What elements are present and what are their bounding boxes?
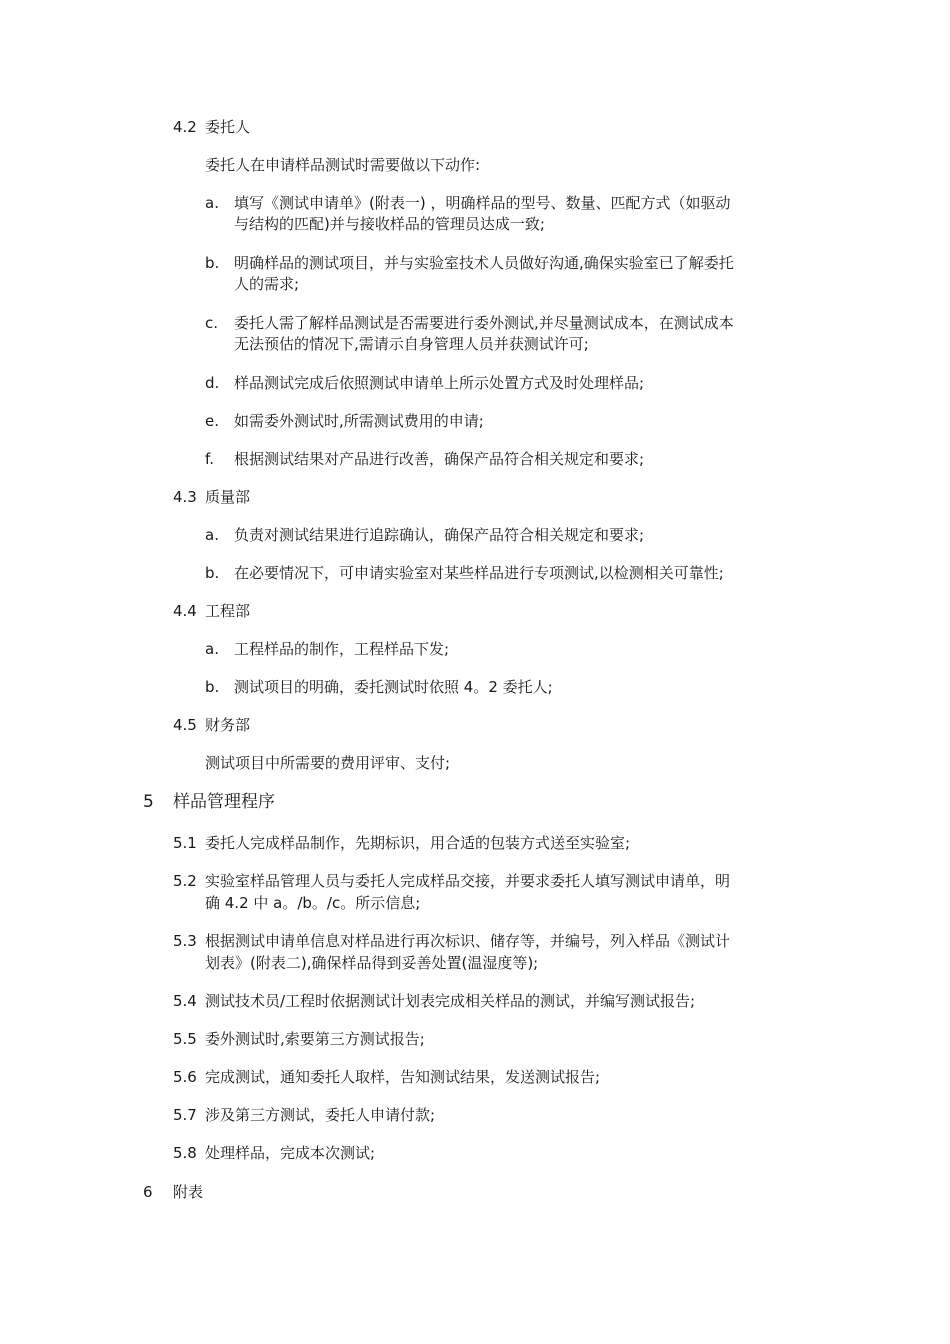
item-letter: e. [205, 412, 219, 430]
section-6-number: 6 [143, 1183, 153, 1201]
item-text-line: 工程样品的制作，工程样品下发; [234, 640, 450, 658]
item-letter: b. [205, 254, 220, 272]
section-5-number: 5 [143, 792, 154, 812]
section-6-title: 附表 [173, 1183, 204, 1201]
item-text-line: 委托人需了解样品测试是否需要进行委外测试,并尽量测试成本，在测试成本 [234, 314, 734, 332]
section-4-5-text: 测试项目中所需要的费用评审、支付; [205, 754, 451, 772]
item-letter: b. [205, 678, 220, 696]
item-letter: a. [205, 194, 219, 212]
item-text-line: 人的需求; [234, 275, 300, 293]
step-number: 5.2 [173, 872, 197, 890]
item-text-line: 明确样品的测试项目，并与实验室技术人员做好沟通,确保实验室已了解委托 [234, 254, 734, 272]
item-text-line: 在必要情况下，可申请实验室对某些样品进行专项测试,以检测相关可靠性; [234, 564, 724, 582]
section-4-5-title: 财务部 [205, 716, 251, 734]
item-letter: b. [205, 564, 220, 582]
section-5-title: 样品管理程序 [173, 792, 275, 812]
section-4-2-title: 委托人 [205, 118, 251, 136]
step-text-line: 处理样品，完成本次测试; [205, 1144, 376, 1162]
section-4-4-title: 工程部 [205, 602, 251, 620]
step-number: 5.4 [173, 992, 197, 1010]
step-number: 5.5 [173, 1030, 197, 1048]
section-4-2-intro: 委托人在申请样品测试时需要做以下动作: [205, 156, 481, 174]
item-text-line: 测试项目的明确，委托测试时依照 4。2 委托人; [234, 678, 553, 696]
item-text-line: 负责对测试结果进行追踪确认，确保产品符合相关规定和要求; [234, 526, 645, 544]
step-text-line: 涉及第三方测试，委托人申请付款; [205, 1106, 436, 1124]
step-text-line: 完成测试，通知委托人取样，告知测试结果，发送测试报告; [205, 1068, 601, 1086]
item-letter: a. [205, 640, 219, 658]
section-4-3-title: 质量部 [205, 488, 251, 506]
item-text-line: 无法预估的情况下,需请示自身管理人员并获测试许可; [234, 335, 589, 353]
item-letter: f. [205, 450, 214, 468]
item-letter: d. [205, 374, 220, 392]
item-text-line: 填写《测试申请单》(附表一) ，明确样品的型号、数量、匹配方式（如驱动 [234, 194, 731, 212]
step-text-line: 测试技术员/工程时依据测试计划表完成相关样品的测试，并编写测试报告; [205, 992, 696, 1010]
step-number: 5.7 [173, 1106, 197, 1124]
step-number: 5.3 [173, 932, 197, 950]
section-4-5-number: 4.5 [173, 716, 197, 734]
item-text-line: 与结构的匹配)并与接收样品的管理员达成一致; [234, 215, 545, 233]
item-text-line: 样品测试完成后依照测试申请单上所示处置方式及时处理样品; [234, 374, 645, 392]
step-number: 5.1 [173, 834, 197, 852]
step-text-line: 委外测试时,索要第三方测试报告; [205, 1030, 425, 1048]
step-text-line: 委托人完成样品制作，先期标识，用合适的包装方式送至实验室; [205, 834, 631, 852]
section-4-4-number: 4.4 [173, 602, 197, 620]
step-number: 5.6 [173, 1068, 197, 1086]
item-text-line: 根据测试结果对产品进行改善，确保产品符合相关规定和要求; [234, 450, 645, 468]
step-number: 5.8 [173, 1144, 197, 1162]
section-4-3-number: 4.3 [173, 488, 197, 506]
step-text-line: 根据测试申请单信息对样品进行再次标识、储存等，并编号，列入样品《测试计 [205, 932, 731, 950]
item-text-line: 如需委外测试时,所需测试费用的申请; [234, 412, 484, 430]
item-letter: a. [205, 526, 219, 544]
step-text-line: 确 4.2 中 a。/b。/c。所示信息; [205, 894, 421, 912]
section-4-2-number: 4.2 [173, 118, 197, 136]
step-text-line: 划表》(附表二),确保样品得到妥善处置(温湿度等); [205, 954, 539, 972]
item-letter: c. [205, 314, 219, 332]
step-text-line: 实验室样品管理人员与委托人完成样品交接，并要求委托人填写测试申请单，明 [205, 872, 731, 890]
